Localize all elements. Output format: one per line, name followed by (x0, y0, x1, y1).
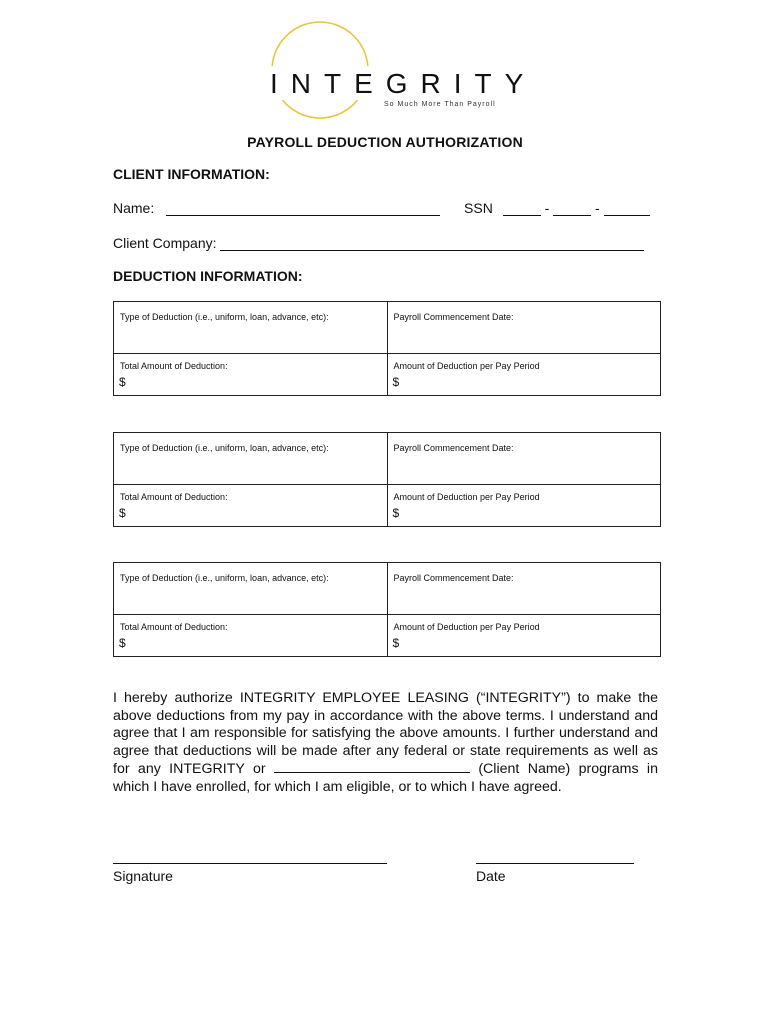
commencement-date-label: Payroll Commencement Date: (393, 312, 514, 322)
type-of-deduction-label: Type of Deduction (i.e., uniform, loan, advance, etc): (120, 573, 329, 583)
deduction-info-heading: DEDUCTION INFORMATION: (113, 268, 303, 284)
total-amount-cell[interactable] (114, 354, 388, 396)
per-period-value: $ (392, 506, 400, 520)
ssn-field-1[interactable] (503, 200, 541, 216)
ssn-field-3[interactable] (604, 200, 650, 216)
deduction-table-3 (113, 562, 661, 657)
per-period-cell[interactable] (387, 354, 661, 396)
per-period-label: Amount of Deduction per Pay Period (393, 361, 540, 371)
client-company-field[interactable] (220, 235, 644, 251)
deduction-table-2 (113, 432, 661, 527)
total-amount-value: $ (119, 375, 126, 389)
name-label: Name: (113, 200, 155, 216)
total-amount-label: Total Amount of Deduction: (120, 361, 228, 371)
total-amount-label: Total Amount of Deduction: (120, 622, 228, 632)
commencement-date-label: Payroll Commencement Date: (393, 443, 514, 453)
type-of-deduction-cell[interactable] (114, 302, 388, 354)
total-amount-cell[interactable] (114, 485, 388, 527)
deduction-table-1 (113, 301, 661, 396)
form-title: PAYROLL DEDUCTION AUTHORIZATION (247, 134, 523, 150)
client-name-field[interactable] (274, 760, 470, 773)
ssn-field-2[interactable] (553, 200, 591, 216)
commencement-date-label: Payroll Commencement Date: (393, 573, 514, 583)
client-info-heading: CLIENT INFORMATION: (113, 166, 270, 182)
integrity-logo (268, 18, 537, 122)
per-period-cell[interactable] (387, 615, 661, 657)
per-period-value: $ (392, 636, 400, 650)
logo-tagline: So Much More Than Payroll (384, 101, 496, 108)
client-company-row (113, 235, 644, 251)
signature-label: Signature (113, 868, 173, 884)
total-amount-value: $ (119, 636, 126, 650)
authorization-paragraph (113, 690, 658, 796)
commencement-date-cell[interactable] (387, 433, 661, 485)
type-of-deduction-cell[interactable] (114, 433, 388, 485)
authorization-text-part1: I hereby authorize INTEGRITY EMPLOYEE LEASING (“INTEGRITY”) to make the above deductions from my pay in accordance with the above terms. I understand and agree that I am responsible for satisfying the above amounts. I further understand and agree that deductions will be made after any federal or state requirements as well as for any INTEGRITY or (113, 690, 658, 777)
type-of-deduction-label: Type of Deduction (i.e., uniform, loan, advance, etc): (120, 443, 329, 453)
authorization-text-part2: (Client Name) programs in which I have enrolled, for which I am eligible, or to which I have agreed. (113, 761, 658, 795)
name-field[interactable] (166, 200, 440, 216)
name-row (113, 200, 650, 216)
total-amount-cell[interactable] (114, 615, 388, 657)
commencement-date-cell[interactable] (387, 302, 661, 354)
total-amount-label: Total Amount of Deduction: (120, 492, 228, 502)
ssn-dash-1: - (544, 200, 550, 216)
ssn-dash-2: - (595, 200, 600, 216)
type-of-deduction-label: Type of Deduction (i.e., uniform, loan, advance, etc): (120, 312, 329, 322)
client-company-label: Client Company: (113, 235, 217, 251)
type-of-deduction-cell[interactable] (114, 563, 388, 615)
per-period-label: Amount of Deduction per Pay Period (393, 492, 540, 502)
total-amount-value: $ (119, 506, 126, 520)
logo-wordmark: INTEGRITY (270, 68, 537, 99)
date-label: Date (476, 868, 506, 884)
signature-line[interactable] (113, 862, 387, 864)
per-period-value: $ (392, 375, 400, 389)
date-line[interactable] (476, 862, 634, 864)
per-period-cell[interactable] (387, 485, 661, 527)
commencement-date-cell[interactable] (387, 563, 661, 615)
per-period-label: Amount of Deduction per Pay Period (393, 622, 540, 632)
ssn-label: SSN (464, 200, 493, 216)
